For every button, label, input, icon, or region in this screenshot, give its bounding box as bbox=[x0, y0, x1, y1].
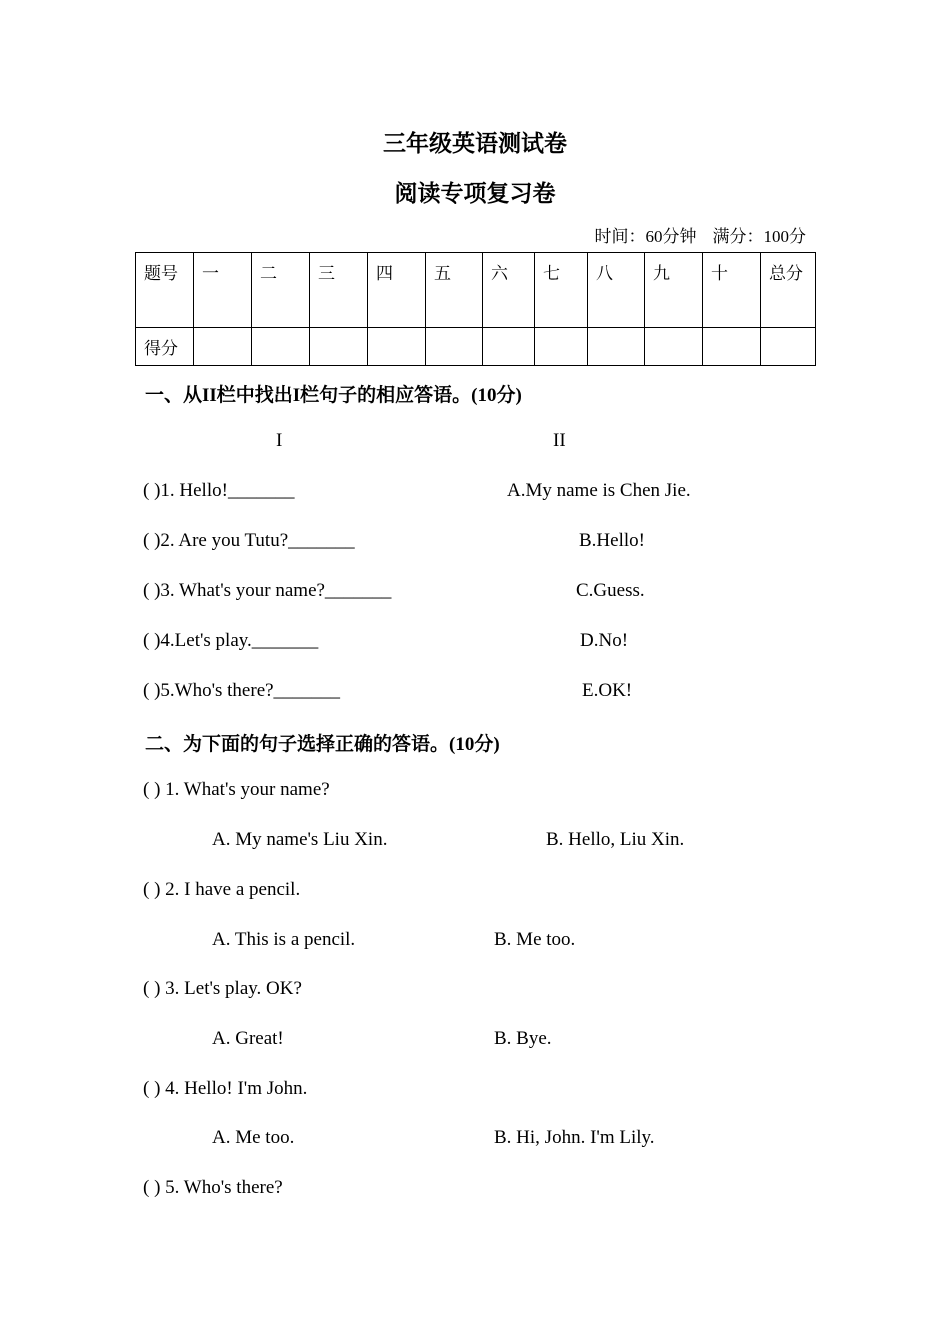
score-cell[interactable] bbox=[703, 328, 761, 366]
choice-question-3[interactable]: ( ) 3. Let's play. OK? bbox=[143, 978, 302, 999]
header-cell: 题号 bbox=[136, 253, 194, 328]
score-cell[interactable] bbox=[535, 328, 588, 366]
score-cell[interactable] bbox=[194, 328, 252, 366]
match-question-5[interactable]: ( )5.Who's there?_______ bbox=[143, 680, 341, 701]
choice-question-4[interactable]: ( ) 4. Hello! I'm John. bbox=[143, 1078, 308, 1099]
header-cell: 八 bbox=[588, 253, 645, 328]
score-cell[interactable] bbox=[252, 328, 310, 366]
header-cell: 四 bbox=[368, 253, 426, 328]
choice-question-2[interactable]: ( ) 2. I have a pencil. bbox=[143, 879, 301, 900]
row-label-cell: 得分 bbox=[136, 328, 194, 366]
score-cell[interactable] bbox=[368, 328, 426, 366]
page-title: 三年级英语测试卷 bbox=[383, 131, 567, 156]
match-answer-c: C.Guess. bbox=[576, 580, 645, 601]
match-question-4[interactable]: ( )4.Let's play._______ bbox=[143, 630, 319, 651]
header-cell: 二 bbox=[252, 253, 310, 328]
match-answer-a: A.My name is Chen Jie. bbox=[507, 480, 691, 501]
choice-option-a[interactable]: A. Me too. bbox=[212, 1127, 295, 1148]
score-cell[interactable] bbox=[483, 328, 535, 366]
page-subtitle: 阅读专项复习卷 bbox=[394, 181, 556, 206]
match-question-1[interactable]: ( )1. Hello!_______ bbox=[143, 480, 295, 501]
header-cell: 五 bbox=[426, 253, 483, 328]
section1-title: 一、从II栏中找出I栏句子的相应答语。(10分) bbox=[145, 385, 522, 406]
header-cell: 六 bbox=[483, 253, 535, 328]
choice-option-b[interactable]: B. Me too. bbox=[494, 929, 576, 950]
choice-option-a[interactable]: A. This is a pencil. bbox=[212, 929, 356, 950]
score-cell[interactable] bbox=[588, 328, 645, 366]
header-cell: 总分 bbox=[761, 253, 816, 328]
header-cell: 十 bbox=[703, 253, 761, 328]
choice-question-5[interactable]: ( ) 5. Who's there? bbox=[143, 1177, 283, 1198]
choice-question-1[interactable]: ( ) 1. What's your name? bbox=[143, 779, 330, 800]
match-answer-b: B.Hello! bbox=[579, 530, 645, 551]
match-question-2[interactable]: ( )2. Are you Tutu?_______ bbox=[143, 530, 355, 551]
score-cell[interactable] bbox=[310, 328, 368, 366]
column-i-heading: I bbox=[276, 430, 283, 451]
score-table-score-row bbox=[136, 328, 816, 366]
score-table-header-row bbox=[136, 253, 816, 328]
header-cell: 九 bbox=[645, 253, 703, 328]
match-answer-e: E.OK! bbox=[582, 680, 633, 701]
match-answer-d: D.No! bbox=[580, 630, 629, 651]
choice-option-a[interactable]: A. My name's Liu Xin. bbox=[212, 829, 388, 850]
full-score: 满分：100分 bbox=[712, 227, 806, 246]
time-limit: 时间：60分钟 bbox=[594, 227, 697, 246]
choice-option-a[interactable]: A. Great! bbox=[212, 1028, 284, 1049]
score-cell[interactable] bbox=[645, 328, 703, 366]
choice-option-b[interactable]: B. Bye. bbox=[494, 1028, 552, 1049]
choice-option-b[interactable]: B. Hi, John. I'm Lily. bbox=[494, 1127, 655, 1148]
header-cell: 一 bbox=[194, 253, 252, 328]
score-cell[interactable] bbox=[426, 328, 483, 366]
header-cell: 三 bbox=[310, 253, 368, 328]
section2-title: 二、为下面的句子选择正确的答语。(10分) bbox=[145, 734, 500, 755]
header-cell: 七 bbox=[535, 253, 588, 328]
score-cell[interactable] bbox=[761, 328, 816, 366]
score-table bbox=[135, 252, 816, 366]
match-question-3[interactable]: ( )3. What's your name?_______ bbox=[143, 580, 392, 601]
choice-option-b[interactable]: B. Hello, Liu Xin. bbox=[546, 829, 685, 850]
exam-meta bbox=[595, 222, 807, 247]
column-ii-heading: II bbox=[553, 430, 566, 451]
